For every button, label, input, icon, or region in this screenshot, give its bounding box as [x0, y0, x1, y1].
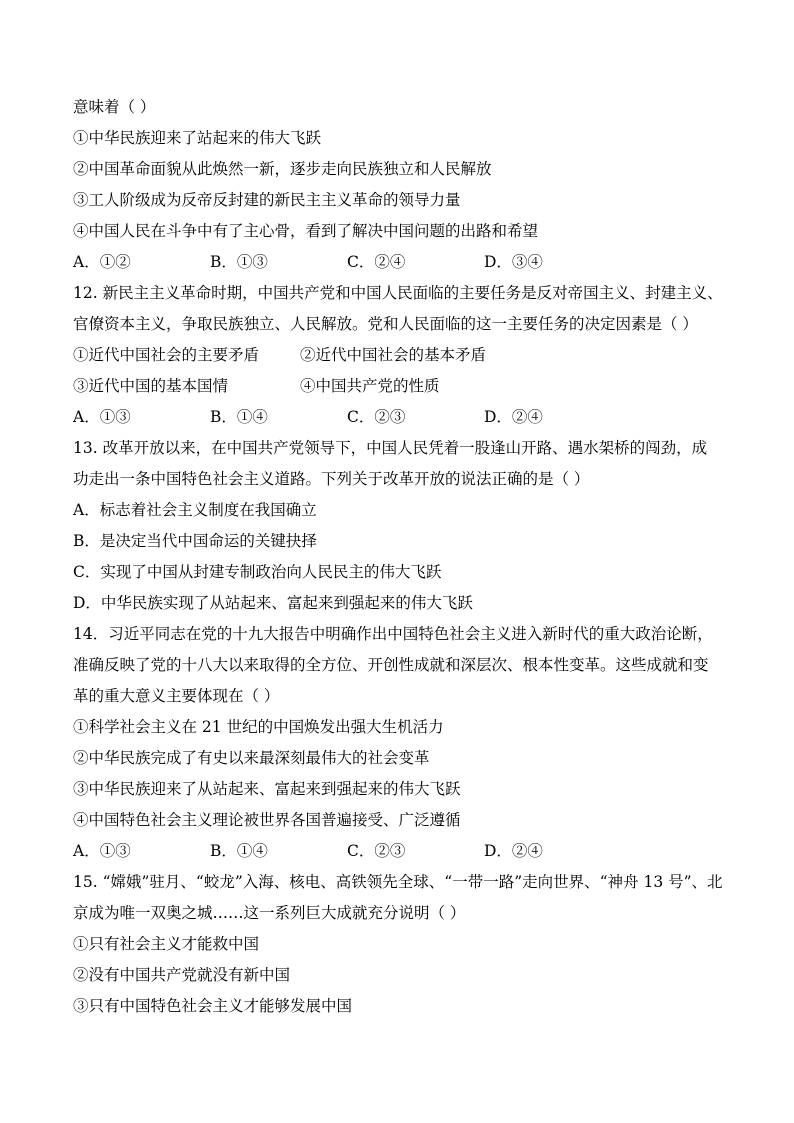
statement-item: ①近代中国社会的主要矛盾	[73, 346, 260, 364]
option-b: B．①③	[210, 253, 268, 271]
answer-options	[73, 402, 723, 433]
option-c: C．②④	[347, 253, 406, 271]
question-content	[73, 92, 723, 1022]
choice-a: A．标志着社会主义制度在我国确立	[73, 501, 317, 519]
question-13-stem: 功走出一条中国特色社会主义道路。下列关于改革开放的说法正确的是（ ）	[73, 470, 590, 488]
question-14-stem: 准确反映了党的十八大以来取得的全方位、开创性成就和深层次、根本性变革。这些成就和变	[73, 656, 709, 674]
statement-item: ④中国特色社会主义理论被世界各国普遍接受、广泛遵循	[73, 811, 461, 829]
statement-item: ③中华民族迎来了从站起来、富起来到强起来的伟大飞跃	[73, 780, 461, 798]
option-b: B．①④	[210, 842, 268, 860]
statement-item: ④中国共产党的性质	[300, 377, 440, 395]
statement-item: ③只有中国特色社会主义才能够发展中国	[73, 997, 353, 1015]
question-stem-continuation: 意味着（ ）	[73, 98, 156, 116]
statement-item: ②没有中国共产党就没有新中国	[73, 966, 291, 984]
question-12-stem: 12. 新民主主义革命时期，中国共产党和中国人民面临的主要任务是反对帝国主义、封建主义、	[73, 284, 723, 302]
choice-d: D．中华民族实现了从站起来、富起来到强起来的伟大飞跃	[73, 594, 473, 612]
statement-item: ③工人阶级成为反帝反封建的新民主主义革命的领导力量	[73, 191, 461, 209]
statement-item: ④中国人民在斗争中有了主心骨，看到了解决中国问题的出路和希望	[73, 222, 539, 240]
statement-item: ③近代中国的基本国情	[73, 377, 229, 395]
question-14-stem: 革的重大意义主要体现在（ ）	[73, 687, 280, 705]
statement-item: ①中华民族迎来了站起来的伟大飞跃	[73, 129, 322, 147]
option-d: D．③④	[484, 253, 543, 271]
choice-b: B．是决定当代中国命运的关键抉择	[73, 532, 317, 550]
answer-options	[73, 836, 723, 867]
option-c: C．②③	[347, 408, 406, 426]
answer-options	[73, 247, 723, 278]
statement-item: ②中国革命面貌从此焕然一新，逐步走向民族独立和人民解放	[73, 160, 492, 178]
choice-c: C．实现了中国从封建专制政治向人民民主的伟大飞跃	[73, 563, 442, 581]
statement-row	[73, 340, 723, 371]
statement-row	[73, 371, 723, 402]
option-a: A．①③	[73, 842, 131, 860]
option-a: A．①③	[73, 408, 131, 426]
option-d: D．②④	[484, 408, 543, 426]
option-b: B．①④	[210, 408, 268, 426]
question-13-stem: 13. 改革开放以来，在中国共产党领导下，中国人民凭着一股逢山开路、遇水架桥的闯劲，成	[73, 439, 708, 457]
question-15-stem: 15. “嫦娥”驻月、“蛟龙”入海、核电、高铁领先全球、“一带一路”走向世界、“神舟 13 号”、北	[73, 873, 723, 891]
statement-item: ①科学社会主义在 21 世纪的中国焕发出强大生机活力	[73, 718, 444, 736]
option-a: A．①②	[73, 253, 131, 271]
question-14-stem: 14．习近平同志在党的十九大报告中明确作出中国特色社会主义进入新时代的重大政治论断，	[73, 625, 713, 643]
statement-item: ①只有社会主义才能救中国	[73, 935, 260, 953]
statement-item: ②近代中国社会的基本矛盾	[300, 346, 487, 364]
statement-item: ②中华民族完成了有史以来最深刻最伟大的社会变革	[73, 749, 430, 767]
option-c: C．②③	[347, 842, 406, 860]
question-12-stem: 官僚资本主义，争取民族独立、人民解放。党和人民面临的这一主要任务的决定因素是（ ）	[73, 315, 698, 333]
question-15-stem: 京成为唯一双奥之城……这一系列巨大成就充分说明（ ）	[73, 904, 466, 922]
option-d: D．②④	[484, 842, 543, 860]
